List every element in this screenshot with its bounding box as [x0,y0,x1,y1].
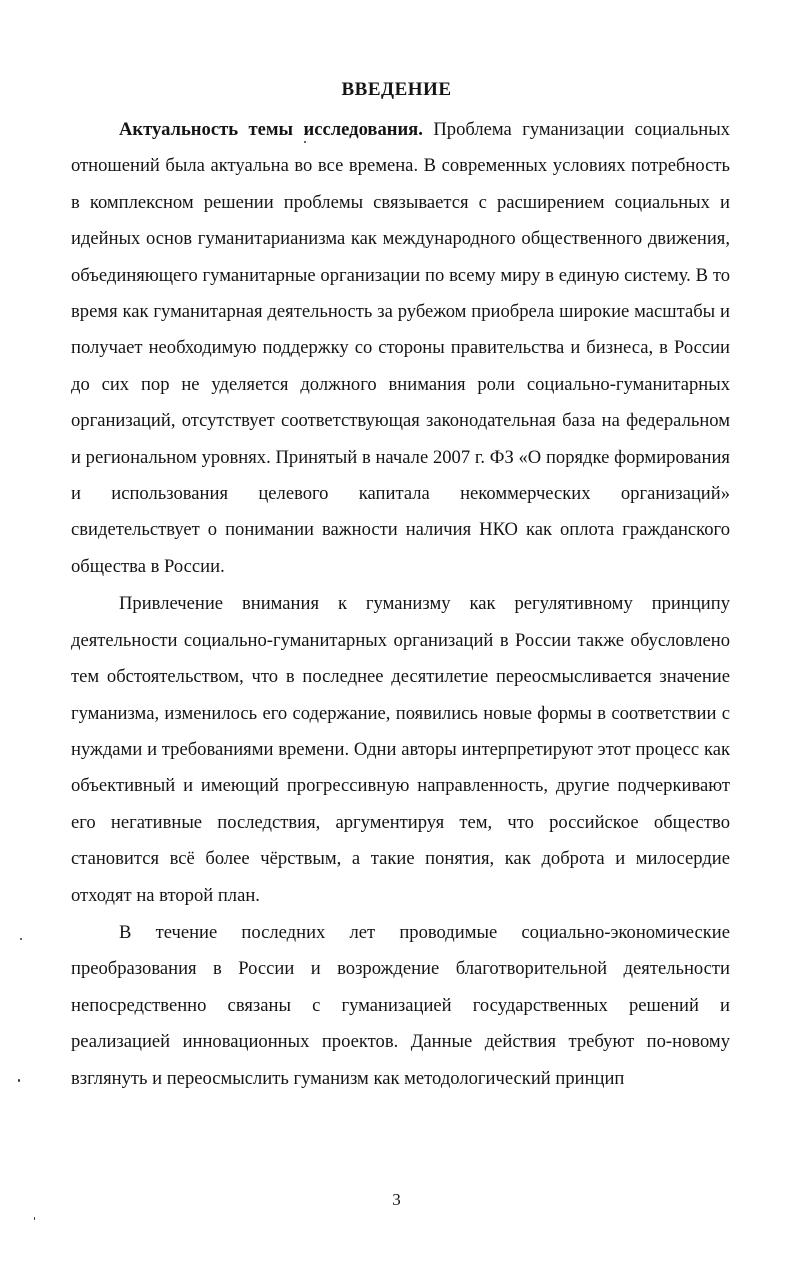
scan-speck [18,1079,20,1082]
body-text [71,112,730,1097]
paragraph-text: Привлечение внимания к гуманизму как регулятивному принципу деятельности социально-гуманитарных организаций в России также обусловлено тем обстоятельством, что в последнее десятилетие переосмысливается значение гуманизма, изменилось его содержание, появились новые формы в соответствии с нуждами и требованиями времени. Одни авторы интерпретируют этот процесс как объективный и имеющий прогрессивную направленность, другие подчеркивают его негативные последствия, аргументируя тем, что российское общество становится всё более чёрствым, а такие понятия, как доброта и милосердие отходят на второй план. [71,593,730,906]
paragraph-lead: Актуальность темы исследования. [119,119,423,140]
paragraph-humanism-attention [71,586,730,914]
paragraph-recent-years [71,915,730,1097]
paragraph-relevance [71,112,730,585]
section-heading: ВВЕДЕНИЕ [341,79,452,100]
paragraph-text: Проблема гуманизации социальных отношений была актуальна во все времена. В современных условиях потребность в комплексном решении проблемы связывается с расширением социальных и идейных основ гуманитарианизма как международного общественного движения, объединяющего гуманитарные организации по всему миру в единую систему. В то время как гуманитарная деятельность за рубежом приобрела широкие масштабы и получает необходимую поддержку со стороны правительства и бизнеса, в России до сих пор не уделяется должного внимания роли социально-гуманитарных организаций, отсутствует соответствующая законодательная база на федеральном и региональном уровнях. Принятый в начале 2007 г. ФЗ «О порядке формирования и использования целевого капитала некоммерческих организаций» свидетельствует о понимании важности наличия НКО как оплота гражданского общества в России. [71,119,730,577]
page-number: 3 [392,1190,401,1209]
scan-speck [304,141,306,143]
scan-speck [20,938,22,940]
scan-speck [34,1217,35,1220]
paragraph-text: В течение последних лет проводимые социально-экономические преобразования в России и возрождение благотворительной деятельности непосредственно связаны с гуманизацией государственных решений и реализацией инновационных проектов. Данные действия требуют по-новому взглянуть и переосмыслить гуманизм как методологический принцип [71,921,730,1089]
